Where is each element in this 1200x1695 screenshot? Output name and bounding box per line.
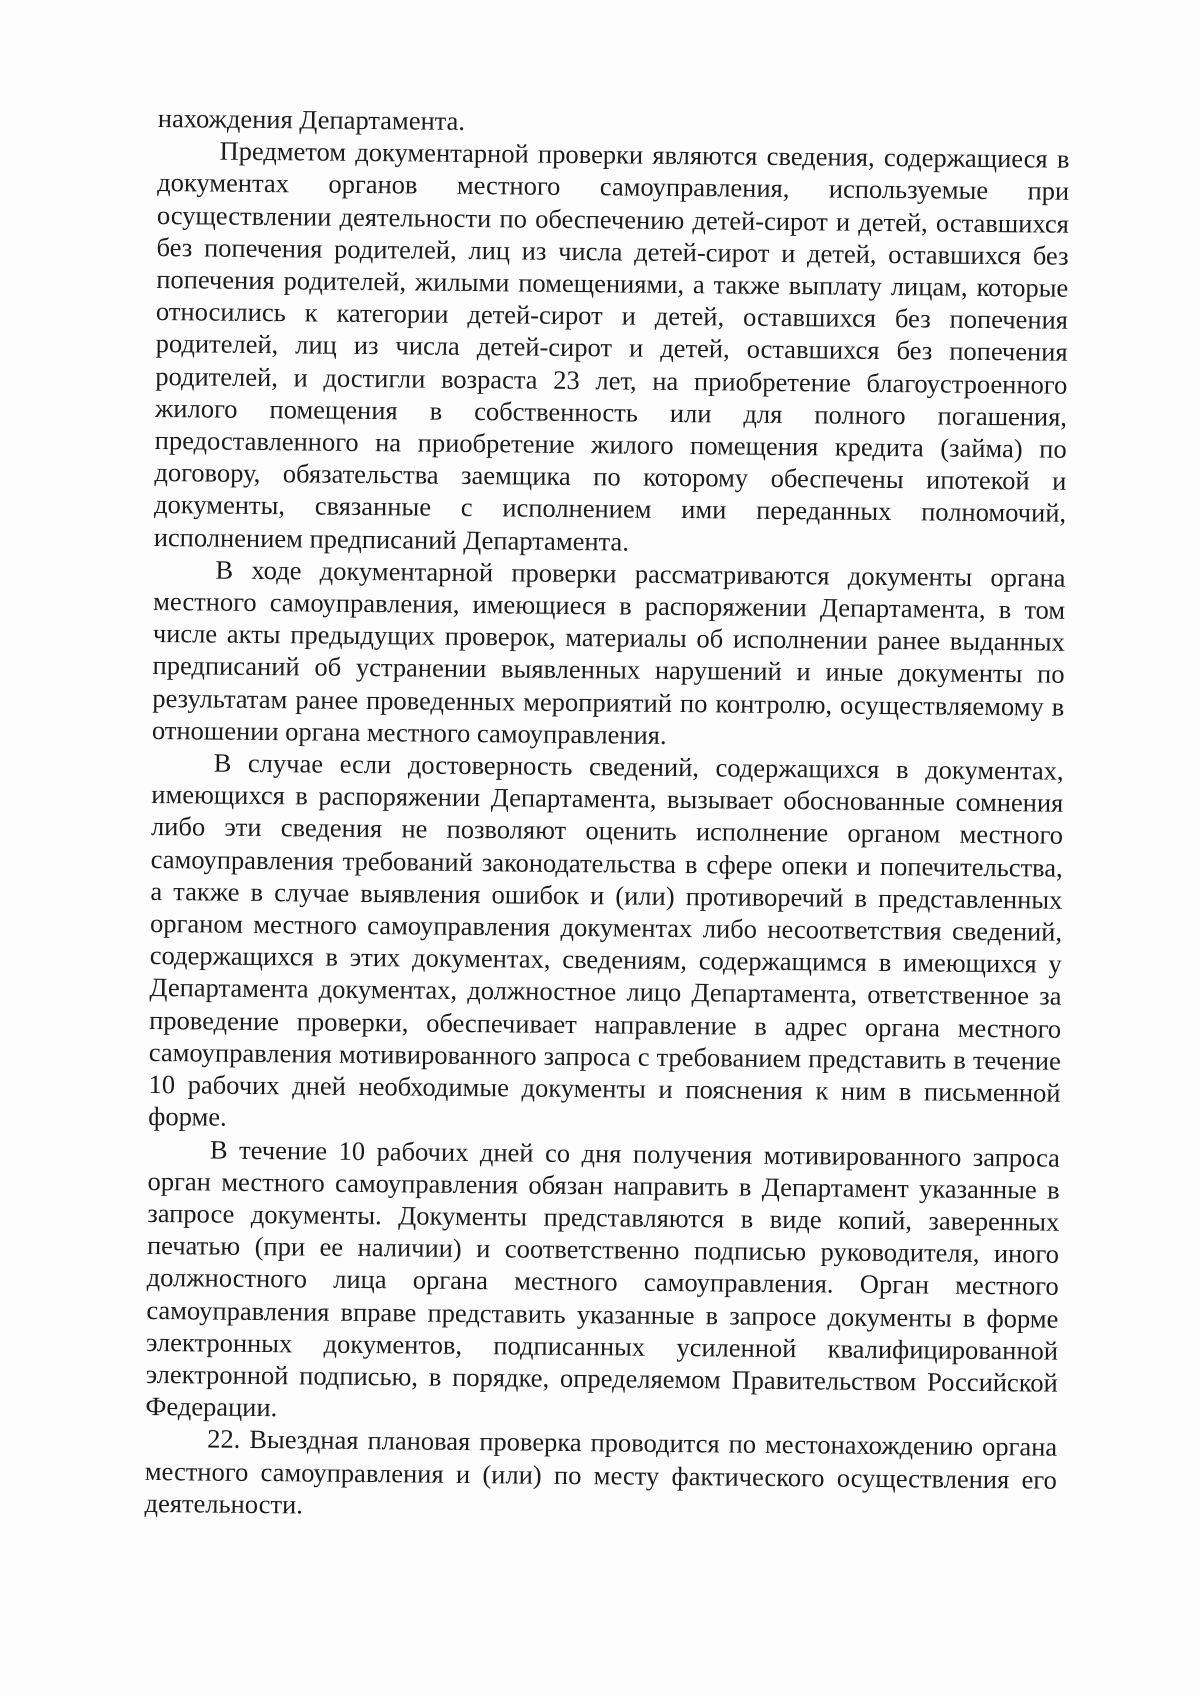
paragraph-response-deadline: В течение 10 рабочих дней со дня получения мотивированного запроса орган местного самоуправления обязан направить в Департамент указанные в запросе документы. Документы представляются в виде копий, заверенных печатью (при ее наличии) и соответственно подписью руководителя, иного должностного лица органа местного самоуправления. Орган местного самоуправления вправе представить указанные в запросе документы в форме электронных документов, подписанных усиленной квалифицированной электронной подписью, в порядке, определяемом Правительством Российской Федерации. xyxy=(145,1134,1061,1423)
paragraph-subject-of-inspection: Предметом документарной проверки являются сведения, содержащиеся в документах органов местного самоуправления, используемые при осуществлении деятельности по обеспечению детей-сирот и детей, оставшихся без попечения родителей, лиц из числа детей-сирот и детей, оставшихся без попечения родителей, жилыми помещениями, а также выплату лицам, которые относились к категории детей-сирот и детей, оставшихся без попечения родителей, лиц из числа детей-сирот и детей, оставшихся без попечения родителей, и достигли возраста 23 лет, на приобретение благоустроенного жилого помещения в собственность или для полного погашения, предоставленного на приобретение жилого помещения кредита (займа) по договору, обязательства заемщика по которому обеспечены ипотекой и документы, связанные с исполнением ими переданных полномочий, исполнением предписаний Департамента. xyxy=(153,135,1070,557)
paragraph-field-inspection: 22. Выездная плановая проверка проводится по местонахождению органа местного самоуправления и (или) по месту фактического осуществления его деятельности. xyxy=(144,1423,1058,1520)
paragraph-documents-reviewed: В ходе документарной проверки рассматриваются документы органа местного самоуправления, имеющиеся в распоряжении Департамента, в том числе акты предыдущих проверок, материалы об исполнении ранее выданных предписаний об устранении выявленных нарушений и иные документы по результатам ранее проведенных мероприятий по контролю, осуществляемому в отношении органа местного самоуправления. xyxy=(151,554,1066,750)
document-body xyxy=(144,102,1070,1528)
paragraph-request-procedure: В случае если достоверность сведений, содержащихся в документах, имеющихся в распоряжении Департамента, вызывает обоснованные сомнения либо эти сведения не позволяют оценить исполнение органом местного самоуправления требований законодательства в сфере опеки и попечительства, а также в случае выявления ошибок и (или) противоречий в представленных органом местного самоуправления документах либо несоответствия сведений, содержащихся в этих документах, сведениям, содержащимся в имеющихся у Департамента документах, должностное лицо Департамента, ответственное за проведение проверки, обеспечивает направление в адрес органа местного самоуправления мотивированного запроса с требованием представить в течение 10 рабочих дней необходимые документы и пояснения к ним в письменной форме. xyxy=(148,747,1064,1133)
paragraph-continuation: нахождения Департамента. xyxy=(157,102,466,136)
